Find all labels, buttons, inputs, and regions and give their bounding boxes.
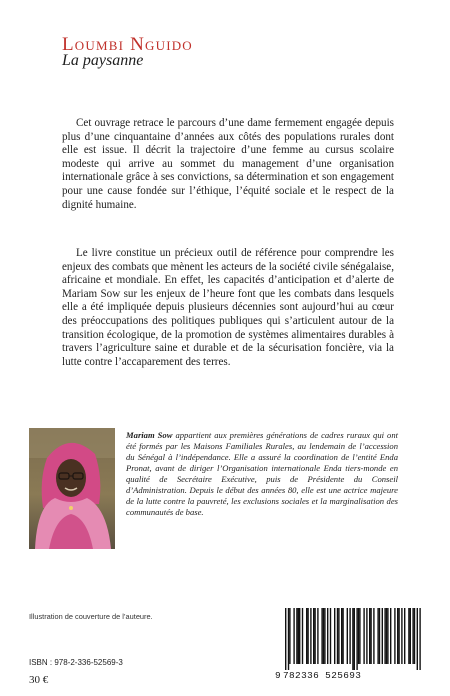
barcode-bar [338, 608, 339, 664]
barcode-bar [363, 608, 364, 664]
barcode-bar [386, 608, 387, 664]
book-subtitle: La paysanne [62, 52, 144, 69]
barcode-bar [382, 608, 383, 664]
book-title: Loumbi Nguido [62, 34, 193, 55]
barcode-bar [317, 608, 318, 664]
cover-credit: Illustration de couverture de l’auteure. [29, 612, 153, 621]
barcode-bar [412, 608, 413, 664]
barcode-bar [379, 608, 380, 664]
barcode-bar [293, 608, 294, 664]
barcode-bar [296, 608, 297, 664]
barcode-lead-digit: 9 [275, 670, 281, 681]
barcode-bar [321, 608, 322, 664]
barcode-bar [306, 608, 307, 664]
barcode-bar [394, 608, 395, 664]
barcode-bar [313, 608, 314, 664]
barcode-bar [289, 608, 290, 664]
barcode-bar [323, 608, 324, 664]
barcode-bar [352, 608, 353, 670]
author-bio-text: appartient aux premières générations de cadres ruraux qui ont été formés par les Maisons Familiales Rurales, au lendemain de l’accession du Sénégal à l’indépendance. Elle a assuré la coordination de l’entité Enda Pronat, avant de diriger l’Organisation internationale Enda tiers-monde en qualité de Secrétaire Exécutive, puis de Présidente du Conseil d’Administration. Depuis le début des années 80, elle est une actrice majeure de la lutte contre la pauvreté, les exclusions sociales et la marginalisation des communautés de base. [126, 430, 399, 517]
barcode-bar [354, 608, 355, 670]
barcode-bar [327, 608, 328, 664]
barcode-bar [387, 608, 388, 664]
barcode-bar [285, 608, 286, 670]
barcode-bar [397, 608, 398, 664]
barcode-bar [401, 608, 402, 664]
barcode-digits: 782336 525693 [283, 670, 362, 681]
barcode-bar [288, 608, 289, 670]
author-photo-illustration [29, 428, 115, 549]
barcode-bar [299, 608, 300, 664]
barcode-bars [275, 606, 427, 670]
barcode-bar [356, 608, 357, 670]
barcode-bar [298, 608, 299, 664]
barcode-bar [347, 608, 348, 664]
barcode-bar [419, 608, 420, 670]
barcode-bar [404, 608, 405, 664]
isbn-label: ISBN : 978-2-336-52569-3 [29, 658, 123, 667]
barcode-bar [398, 608, 399, 664]
barcode-bar [408, 608, 409, 664]
barcode-bar [417, 608, 418, 670]
author-name: Mariam Sow [126, 430, 173, 440]
barcode-bar [410, 608, 411, 664]
barcode-bar [390, 608, 391, 664]
price-label: 30 € [29, 674, 49, 686]
author-photo [29, 428, 115, 549]
barcode-bar [307, 608, 308, 664]
barcode-bar [310, 608, 311, 664]
summary-paragraph-2: Le livre constitue un précieux outil de référence pour comprendre les enjeux des combats que mènent les acteurs de la société civile sénégalaise, africaine et mondiale. En effet, les capacités d’anticipation et d’alerte de Mariam Sow sur les enjeux de l’heure font que les combats dans lesquels elle a été impliquée depuis plusieurs décennies sont aujourd’hui au cœur des préoccupations des politiques publiques qui s’articulent autour de la transition écologique, de la promotion de systèmes alimentaires durables à travers l’agriculture saine et durable et de la sécurisation foncière, via la lutte contre l’accaparement des terres. [62, 247, 394, 368]
barcode-bar [342, 608, 343, 664]
author-bio [126, 430, 398, 518]
barcode-bar [384, 608, 385, 664]
barcode-bar [337, 608, 338, 664]
barcode-bar [358, 608, 359, 664]
barcode-bar [414, 608, 415, 664]
barcode-bar [370, 608, 371, 664]
barcode-bar [324, 608, 325, 664]
barcode-bar [369, 608, 370, 664]
barcode-bar [373, 608, 374, 664]
barcode-bar [314, 608, 315, 664]
barcode-bar [334, 608, 335, 664]
barcode-bar [377, 608, 378, 664]
summary-paragraph-1: Cet ouvrage retrace le parcours d’une dame fermement engagée depuis plus d’une cinquantaine d’années aux côtés des populations rurales dont elle est issue. Il décrit la trajectoire d’une femme au cursus scolaire modeste qui arrive au sommet du management d’une organisation internationale grâce à ses convictions, sa détermination et son engagement pour une cause fondée sur l’éthique, l’équité sociale et le respect de la dignité humaine. [62, 117, 394, 211]
barcode-bar [349, 608, 350, 664]
barcode-bar [341, 608, 342, 664]
barcode-bar [366, 608, 367, 664]
barcode-bar [302, 608, 303, 664]
barcode-bar [330, 608, 331, 664]
barcode-bar [359, 608, 360, 664]
